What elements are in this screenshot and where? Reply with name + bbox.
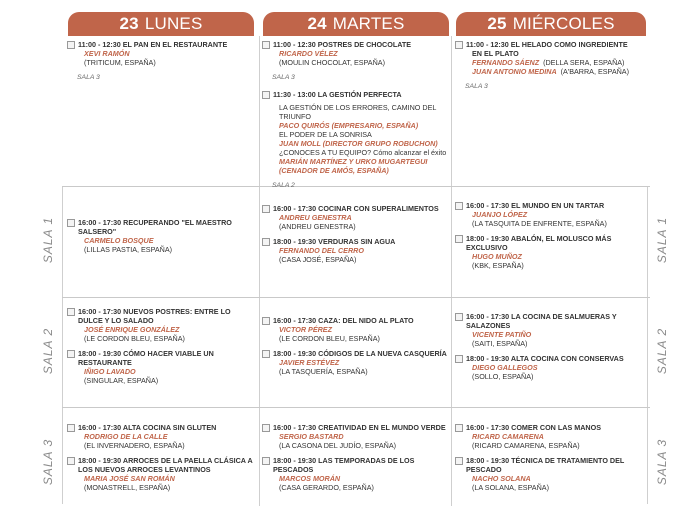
day-name: LUNES <box>144 14 203 33</box>
event[interactable] <box>262 40 450 67</box>
event[interactable] <box>262 90 450 175</box>
event-speaker: NACHO SOLANA <box>472 474 531 483</box>
checkbox[interactable] <box>455 355 463 363</box>
event-speaker: JUANJO LÓPEZ <box>472 210 528 219</box>
event-place: (MONASTRELL, ESPAÑA) <box>84 483 171 492</box>
session-topic: ¿CONOCES A TU EQUIPO? Cómo alcanzar el éxito <box>279 148 447 157</box>
sala3-miercoles <box>455 423 641 498</box>
sala-label-right: SALA 2 <box>655 327 669 375</box>
day-name: MIÉRCOLES <box>512 14 615 33</box>
event-title: 18:00 - 19:30 CÓDIGOS DE LA NUEVA CASQUERÍA <box>273 349 447 358</box>
checkbox[interactable] <box>67 457 75 465</box>
event-title: 16:00 - 17:30 RECUPERANDO "EL MAESTRO SALSERO" <box>78 218 232 236</box>
event-place: (LE CORDON BLEU, ESPAÑA) <box>84 334 185 343</box>
checkbox[interactable] <box>455 202 463 210</box>
event-place: (LA SOLANA, ESPAÑA) <box>472 483 549 492</box>
event-speaker: VICTOR PÉREZ <box>279 325 332 334</box>
event[interactable] <box>455 201 641 228</box>
event-place: (TRITICUM, ESPAÑA) <box>84 58 156 67</box>
room-label: SALA 3 <box>465 83 488 90</box>
sala1-miercoles <box>455 201 641 276</box>
event[interactable] <box>67 307 253 343</box>
event-title: 11:00 - 12:30 EL HELADO COMO INGREDIENTE <box>466 40 628 49</box>
event-speaker: MARCOS MORÁN <box>279 474 341 483</box>
event-place: (LE CORDON BLEU, ESPAÑA) <box>279 334 380 343</box>
checkbox[interactable] <box>262 91 270 99</box>
event-speaker: HUGO MUÑOZ <box>472 252 522 261</box>
event-place: (DELLA SERA, ESPAÑA) <box>543 58 625 67</box>
event-speaker: RICARD CAMARENA <box>472 432 544 441</box>
sala-label-left: SALA 2 <box>41 327 55 375</box>
event-title: 18:00 - 19:30 TÉCNICA DE TRATAMIENTO DEL PESCADO <box>466 456 625 474</box>
event-place: (ANDREU GENESTRA) <box>279 222 356 231</box>
column-divider <box>451 36 452 506</box>
event-title: 16:00 - 17:30 LA COCINA DE SALMUERAS Y SALAZONES <box>466 312 617 330</box>
event-speaker: MARIA JOSÉ SAN ROMÁN <box>84 474 175 483</box>
day-header-martes <box>263 12 449 36</box>
sala-label-left: SALA 1 <box>41 216 55 264</box>
top-lunes <box>67 40 255 90</box>
checkbox[interactable] <box>455 313 463 321</box>
checkbox[interactable] <box>262 424 270 432</box>
event-title: 16:00 - 17:30 COCINAR CON SUPERALIMENTOS <box>273 204 439 213</box>
event[interactable] <box>262 237 450 264</box>
sala2-lunes <box>67 307 253 391</box>
event-place: (LILLAS PASTIA, ESPAÑA) <box>84 245 173 254</box>
event-speaker: CARMELO BOSQUE <box>84 236 154 245</box>
event[interactable] <box>262 316 450 343</box>
top-miercoles <box>455 40 645 99</box>
checkbox[interactable] <box>455 424 463 432</box>
day-header-lunes <box>68 12 254 36</box>
event[interactable] <box>262 204 450 231</box>
checkbox[interactable] <box>67 308 75 316</box>
event-place: (SOLLO, ESPAÑA) <box>472 372 534 381</box>
event-title: 16:00 - 17:30 NUEVOS POSTRES: ENTRE LO DULCE Y LO SALADO <box>78 307 231 325</box>
sala-label-right: SALA 1 <box>655 216 669 264</box>
day-number: 23 <box>119 14 139 33</box>
checkbox[interactable] <box>262 238 270 246</box>
event-title: 16:00 - 17:30 EL MUNDO EN UN TARTAR <box>466 201 605 210</box>
event-title: 18:00 - 19:30 ABALÓN, EL MOLUSCO MÁS EXCLUSIVO <box>466 234 612 252</box>
event[interactable] <box>67 456 255 492</box>
event[interactable] <box>455 234 641 270</box>
sala2-miercoles <box>455 312 641 387</box>
event-title: 11:00 - 12:30 POSTRES DE CHOCOLATE <box>273 40 412 49</box>
event-title: 18:00 - 19:30 ARROCES DE LA PAELLA CLÁSICA A LOS NUEVOS ARROCES LEVANTINOS <box>78 456 253 474</box>
event-title: 16:00 - 17:30 CREATIVIDAD EN EL MUNDO VERDE <box>273 423 446 432</box>
sala-label-left: SALA 3 <box>41 438 55 486</box>
event[interactable] <box>67 218 255 254</box>
row-divider <box>62 297 650 298</box>
day-header-miercoles <box>456 12 646 36</box>
event-speaker: JUAN ANTONIO MEDINA <box>472 67 557 76</box>
event-speaker: PACO QUIRÓS (EMPRESARIO, ESPAÑA) <box>279 121 419 130</box>
checkbox[interactable] <box>262 41 270 49</box>
event[interactable] <box>455 423 641 450</box>
event-place: (LA TASQUERÍA, ESPAÑA) <box>279 367 368 376</box>
event-place: (A'BARRA, ESPAÑA) <box>560 67 629 76</box>
day-number: 25 <box>487 14 507 33</box>
column-divider <box>647 186 648 504</box>
event-place: (SAITI, ESPAÑA) <box>472 339 528 348</box>
checkbox[interactable] <box>67 424 75 432</box>
event-speaker: SERGIO BASTARD <box>279 432 344 441</box>
event-place: (EL INVERNADERO, ESPAÑA) <box>84 441 185 450</box>
checkbox[interactable] <box>67 350 75 358</box>
event-place: (MOULIN CHOCOLAT, ESPAÑA) <box>279 58 385 67</box>
room-label: SALA 3 <box>272 74 295 81</box>
event-place: (KBK, ESPAÑA) <box>472 261 524 270</box>
event-speaker: RODRIGO DE LA CALLE <box>84 432 168 441</box>
session-topic: EL PODER DE LA SONRISA <box>279 130 372 139</box>
event-title: 18:00 - 19:30 ALTA COCINA CON CONSERVAS <box>466 354 624 363</box>
event-title: 16:00 - 17:30 COMER CON LAS MANOS <box>466 423 601 432</box>
event-place: (CASA JOSÉ, ESPAÑA) <box>279 255 357 264</box>
event-speaker: JAVIER ESTÉVEZ <box>279 358 340 367</box>
event-speaker: ANDREU GENESTRA <box>279 213 352 222</box>
event-title: 18:00 - 19:30 LAS TEMPORADAS DE LOS PESCADOS <box>273 456 415 474</box>
row-divider <box>62 407 650 408</box>
sala3-martes <box>262 423 450 498</box>
checkbox[interactable] <box>455 457 463 465</box>
checkbox[interactable] <box>67 219 75 227</box>
event-title: 11:30 - 13:00 LA GESTIÓN PERFECTA <box>273 90 402 99</box>
event[interactable] <box>67 423 255 450</box>
sala1-martes <box>262 204 450 270</box>
event-title: 16:00 - 17:30 CAZA: DEL NIDO AL PLATO <box>273 316 414 325</box>
event-speaker: IÑIGO LAVADO <box>84 367 136 376</box>
event-place: (LA TASQUITA DE ENFRENTE, ESPAÑA) <box>472 219 607 228</box>
checkbox[interactable] <box>262 205 270 213</box>
checkbox[interactable] <box>455 41 463 49</box>
event-speaker: DIEGO GALLEGOS <box>472 363 538 372</box>
column-divider <box>62 186 63 504</box>
event-speaker: JOSÉ ENRIQUE GONZÁLEZ <box>84 325 180 334</box>
event-title: 18:00 - 19:30 CÓMO HACER VIABLE UN RESTAURANTE <box>78 349 214 367</box>
event-place: (SINGULAR, ESPAÑA) <box>84 376 159 385</box>
checkbox[interactable] <box>262 350 270 358</box>
event[interactable] <box>455 456 641 492</box>
event-speaker: FERNANDO SÁENZ <box>472 58 540 67</box>
session-topic: LA GESTIÓN DE LOS ERRORES, CAMINO DEL TRIUNFO <box>279 103 437 121</box>
event-place: (RICARD CAMARENA, ESPAÑA) <box>472 441 580 450</box>
event[interactable] <box>262 456 450 492</box>
event[interactable] <box>262 349 450 376</box>
checkbox[interactable] <box>262 317 270 325</box>
checkbox[interactable] <box>455 235 463 243</box>
event-title: 18:00 - 19:30 VERDURAS SIN AGUA <box>273 237 396 246</box>
column-divider <box>259 36 260 506</box>
checkbox[interactable] <box>67 41 75 49</box>
event-place: (LA CASONA DEL JUDÍO, ESPAÑA) <box>279 441 397 450</box>
sala2-martes <box>262 316 450 382</box>
event-title: 11:00 - 12:30 EL PAN EN EL RESTAURANTE <box>78 40 228 49</box>
event[interactable] <box>455 312 641 348</box>
event-speaker: JUAN MOLL (DIRECTOR GRUPO ROBUCHON) <box>279 139 438 148</box>
sala3-lunes <box>67 423 255 498</box>
sala-label-right: SALA 3 <box>655 438 669 486</box>
event[interactable] <box>67 40 255 67</box>
top-martes <box>262 40 450 198</box>
event[interactable] <box>455 354 641 381</box>
event-title: 16:00 - 17:30 ALTA COCINA SIN GLUTEN <box>78 423 217 432</box>
checkbox[interactable] <box>262 457 270 465</box>
sala1-lunes <box>67 218 255 260</box>
room-label: SALA 2 <box>272 182 295 189</box>
event-speaker: VICENTE PATIÑO <box>472 330 532 339</box>
event-speaker: RICARDO VÉLEZ <box>279 49 338 58</box>
event-place: (CENADOR DE AMÓS, ESPAÑA) <box>279 166 389 175</box>
event-speaker: FERNANDO DEL CERRO <box>279 246 364 255</box>
day-name: MARTES <box>332 14 405 33</box>
event-speaker: XEVI RAMÓN <box>84 49 130 58</box>
day-number: 24 <box>307 14 327 33</box>
event[interactable] <box>262 423 450 450</box>
event-title: EN EL PLATO <box>472 49 519 58</box>
event-speaker: MARIÁN MARTÍNEZ Y URKO MUGARTEGUI <box>279 157 428 166</box>
event[interactable] <box>455 40 645 76</box>
room-label: SALA 3 <box>77 74 100 81</box>
event[interactable] <box>67 349 253 385</box>
event-place: (CASA GERARDO, ESPAÑA) <box>279 483 374 492</box>
